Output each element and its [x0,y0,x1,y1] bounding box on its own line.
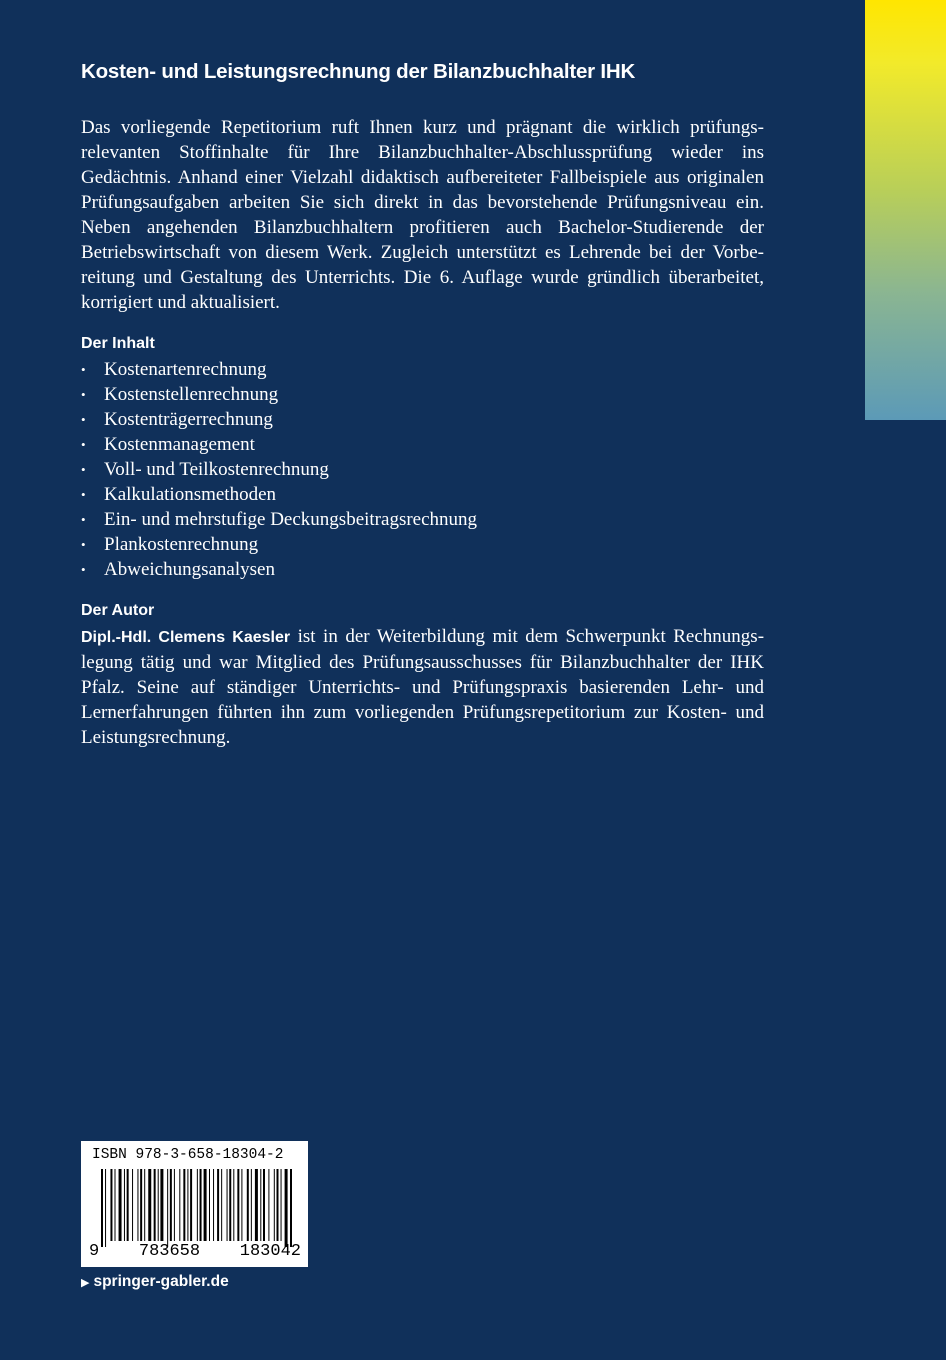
author-bio [81,624,764,750]
barcode-bar [167,1169,168,1247]
barcode-bar [119,1169,122,1241]
barcode-bar [237,1169,239,1241]
barcode-bar [281,1169,282,1241]
list-item: • Kostenartenrechnung [81,359,267,380]
barcode-bar [148,1169,151,1241]
color-gradient-strip [865,0,946,420]
barcode-bar [251,1169,252,1241]
barcode-bar [268,1169,269,1241]
barcode-bar [227,1169,228,1241]
barcode-bar [209,1169,210,1241]
barcode-bar [187,1169,188,1241]
inhalt-heading: Der Inhalt [81,335,155,352]
barcode-bar [277,1169,279,1241]
barcode-bar [160,1169,163,1241]
bullet-icon: • [81,387,86,402]
barcode-bar [144,1169,145,1241]
bullet-icon: • [81,462,86,477]
arrow-right-icon: ▶ [81,1277,90,1289]
barcode-bar [124,1169,125,1241]
barcode-bar [213,1169,214,1241]
barcode-bar [132,1169,133,1241]
list-item: • Plankostenrechnung [81,534,259,555]
barcode-bar [274,1169,275,1241]
barcode-bar [200,1169,202,1241]
barcode-bar [204,1169,207,1241]
barcode-bar [105,1169,106,1247]
barcode-bar [190,1169,192,1241]
barcode-bar [241,1169,242,1241]
author-bio-text: ist in der Weiterbildung mit dem Schwerpunkt Rechnungslegung tätig und war Mitglied des Prüfungsausschusses für Bilanzbuchhalter der IHK Pfalz. Seine auf ständiger Unterrichts- und Prüfungspraxis basierenden Lehr- und Lernerfahrungen führten ihn zum vorliegenden Prüfungsrepetitorium zur Kosten- und Leistungsrechnung. [81,626,765,748]
barcode-bar [263,1169,265,1241]
barcode-bar [179,1169,180,1241]
list-item: • Kostenträgerrechnung [81,409,273,430]
bullet-icon: • [81,362,86,377]
barcode-bar [290,1169,292,1247]
barcode-digits: 9 783658 183042 [89,1242,301,1261]
list-item: • Abweichungsanalysen [81,559,275,580]
bullet-icon: • [81,487,86,502]
barcode-bar [233,1169,234,1241]
description-text: Das vorliegende Repetitorium ruft Ihnen kurz und prägnant die wirklich prüfungsrelevanten Stoffinhalte für Ihre Bilanzbuchhalter-Abschlussprüfung wieder ins Gedächtnis. Anhand einer Vielzahl didaktisch aufbereiteter Fallbeispiele aus originalen Prüfungsaufgaben arbeiten Sie sich direkt in das bevorstehende Prüfungsniveau ein. Neben angehenden Bilanzbuchhaltern profitieren auch Bachelor-Studierende der Betriebswirtschaft von diesem Werk. Zugleich unterstützt es Lehrende bei der Vorbereitung und Gestaltung des Unterrichts. Die 6. Auflage wurde gründlich überarbeitet, korrigiert und aktualisiert. [81,117,764,313]
barcode-bar [197,1169,198,1241]
bullet-icon: • [81,562,86,577]
list-item: • Kostenmanagement [81,434,255,455]
barcode-bar [158,1169,159,1241]
barcode-bar [101,1169,103,1247]
bullet-icon: • [81,537,86,552]
barcode-bar [255,1169,258,1241]
author-name: Dipl.-Hdl. Clemens Kaesler [81,629,291,646]
bullet-icon: • [81,437,86,452]
barcode-bar [247,1169,249,1241]
bullet-icon: • [81,412,86,427]
barcode-bar [229,1169,231,1241]
barcode-bar [110,1169,112,1241]
barcode-bar [285,1169,288,1247]
barcode-bar [170,1169,172,1241]
barcode-bar [260,1169,261,1241]
isbn-barcode [81,1141,308,1267]
barcode-bar [127,1169,129,1241]
barcode-bar [140,1169,142,1241]
barcode-bar [154,1169,156,1241]
bullet-icon: • [81,512,86,527]
barcode-bar [137,1169,138,1241]
barcode-bar [221,1169,222,1241]
publisher-link[interactable]: ▶ springer-gabler.de [81,1273,229,1290]
topics-list [81,357,477,582]
barcode-bar [183,1169,185,1241]
barcode-bar [217,1169,219,1241]
list-item: • Kalkulationsmethoden [81,484,277,505]
list-item: • Ein- und mehrstufige Deckungsbeitragsrechnung [81,509,478,530]
autor-heading: Der Autor [81,602,155,619]
list-item: • Kostenstellenrechnung [81,384,279,405]
barcode-bar [115,1169,116,1241]
barcode-bar [174,1169,175,1241]
isbn-text: ISBN 978-3-658-18304-2 [92,1147,284,1163]
book-title: Kosten- und Leistungsrechnung der Bilanzbuchhalter IHK [81,60,636,83]
list-item: • Voll- und Teilkostenrechnung [81,459,329,480]
